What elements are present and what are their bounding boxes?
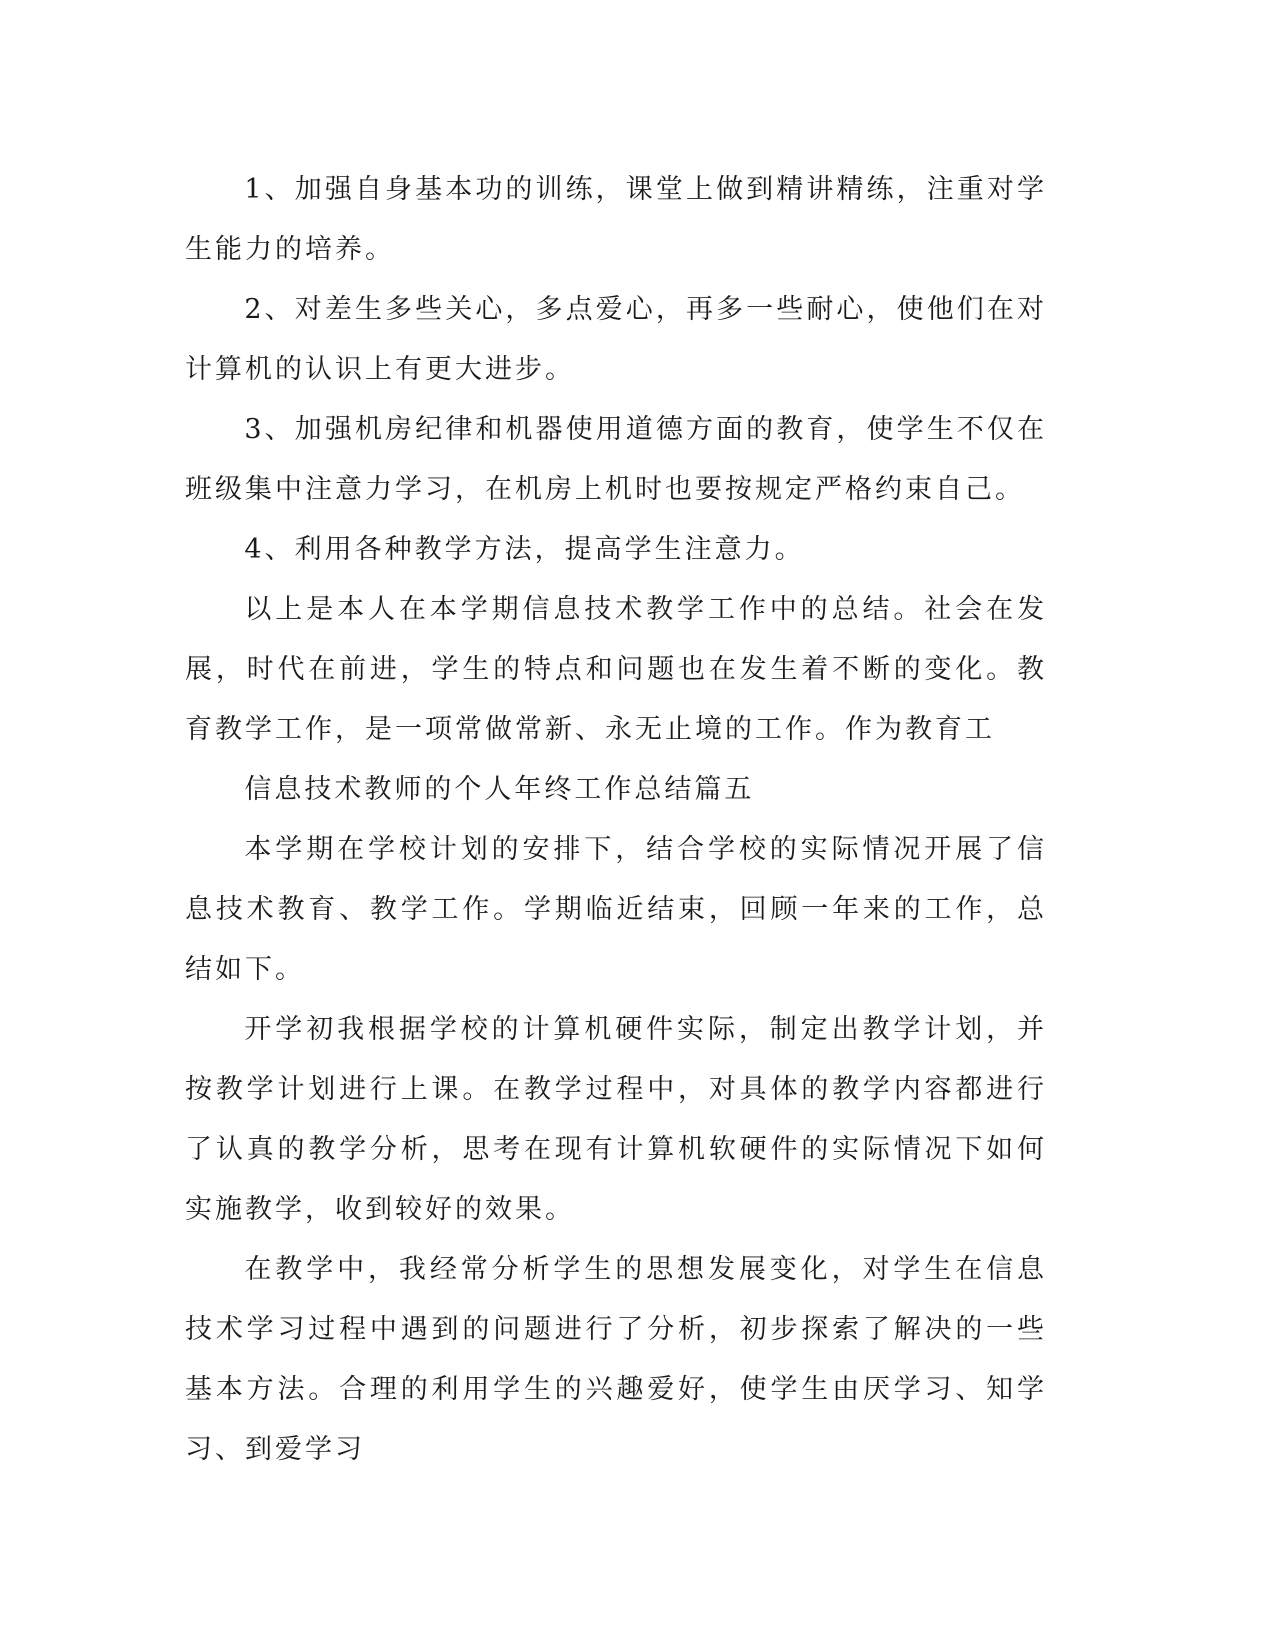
paragraph-teaching: 在教学中，我经常分析学生的思想发展变化，对学生在信息技术学习过程中遇到的问题进行了分析，初步探索了解决的一些基本方法。合理的利用学生的兴趣爱好，使学生由厌学习、知学习、到爱学习 — [185, 1254, 1047, 1465]
paragraph-item-2: 2、对差生多些关心，多点爱心，再多一些耐心，使他们在对计算机的认识上有更大进步。 — [185, 294, 1047, 385]
paragraph-summary: 以上是本人在本学期信息技术教学工作中的总结。社会在发展，时代在前进，学生的特点和问题也在发生着不断的变化。教育教学工作，是一项常做常新、永无止境的工作。作为教育工 — [185, 594, 1047, 745]
paragraph-planning: 开学初我根据学校的计算机硬件实际，制定出教学计划，并按教学计划进行上课。在教学过程中，对具体的教学内容都进行了认真的教学分析，思考在现有计算机软硬件的实际情况下如何实施教学，收到较好的效果。 — [185, 1014, 1047, 1225]
paragraph-intro: 本学期在学校计划的安排下，结合学校的实际情况开展了信息技术教育、教学工作。学期临近结束，回顾一年来的工作，总结如下。 — [185, 834, 1047, 985]
paragraph-item-4: 4、利用各种教学方法，提高学生注意力。 — [244, 534, 805, 565]
section-heading: 信息技术教师的个人年终工作总结篇五 — [244, 774, 755, 805]
document-body — [185, 160, 1047, 1480]
paragraph-item-3: 3、加强机房纪律和机器使用道德方面的教育，使学生不仅在班级集中注意力学习，在机房上机时也要按规定严格约束自己。 — [185, 414, 1047, 505]
paragraph-item-1: 1、加强自身基本功的训练，课堂上做到精讲精练，注重对学生能力的培养。 — [185, 174, 1047, 265]
